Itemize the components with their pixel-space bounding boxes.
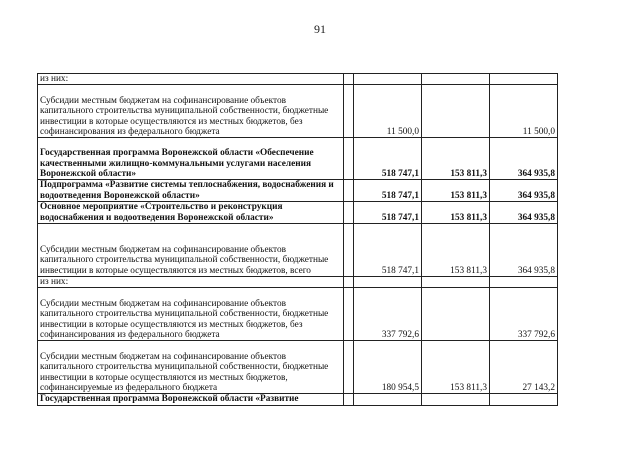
spacer-cell — [344, 74, 354, 85]
federal-amount-cell: 153 811,3 — [422, 341, 490, 394]
total-amount-cell: 518 747,1 — [354, 138, 422, 180]
total-amount-cell — [354, 277, 422, 288]
federal-amount-cell — [422, 288, 490, 341]
regional-amount-cell: 11 500,0 — [490, 85, 558, 138]
federal-amount-cell: 153 811,3 — [422, 138, 490, 180]
spacer-cell — [344, 224, 354, 277]
row-description: Субсидии местным бюджетам на софинансирование объектов капитального строительства муниципальной собственности, бюджетные инвестиции в которые осуществляются из местных бюджетов, без софинансирования из федерального бюджета — [38, 288, 344, 341]
spacer-cell — [344, 341, 354, 394]
federal-amount-cell — [422, 85, 490, 138]
spacer-cell — [344, 202, 354, 224]
table-body — [38, 74, 558, 406]
table-row — [38, 202, 558, 224]
table-row — [38, 85, 558, 138]
table-row — [38, 224, 558, 277]
row-description: Основное мероприятие «Строительство и реконструкция водоснабжения и водоотведения Воронежской области» — [38, 202, 344, 224]
regional-amount-cell — [490, 74, 558, 85]
table-row — [38, 277, 558, 288]
spacer-cell — [344, 85, 354, 138]
row-description: Субсидии местным бюджетам на софинансирование объектов капитального строительства муниципальной собственности, бюджетные инвестиции в которые осуществляются из местных бюджетов, без софинансирования из федерального бюджета — [38, 85, 344, 138]
federal-amount-cell — [422, 74, 490, 85]
total-amount-cell: 180 954,5 — [354, 341, 422, 394]
table-row — [38, 138, 558, 180]
total-amount-cell: 518 747,1 — [354, 180, 422, 202]
total-amount-cell — [354, 74, 422, 85]
federal-amount-cell — [422, 394, 490, 405]
regional-amount-cell: 364 935,8 — [490, 138, 558, 180]
total-amount-cell: 518 747,1 — [354, 202, 422, 224]
regional-amount-cell: 364 935,8 — [490, 180, 558, 202]
total-amount-cell — [354, 394, 422, 405]
table-row — [38, 394, 558, 405]
total-amount-cell: 337 792,6 — [354, 288, 422, 341]
spacer-cell — [344, 180, 354, 202]
row-description: Подпрограмма «Развитие системы теплоснабжения, водоснабжения и водоотведения Воронежской области» — [38, 180, 344, 202]
budget-table — [37, 73, 558, 406]
row-description: из них: — [38, 277, 344, 288]
table-row — [38, 74, 558, 85]
spacer-cell — [344, 288, 354, 341]
table-row — [38, 180, 558, 202]
regional-amount-cell: 364 935,8 — [490, 202, 558, 224]
row-description: из них: — [38, 74, 344, 85]
total-amount-cell: 518 747,1 — [354, 224, 422, 277]
row-description: Государственная программа Воронежской области «Развитие — [38, 394, 344, 405]
row-description: Государственная программа Воронежской области «Обеспечение качественными жилищно-коммунальными услугами населения Воронежской области» — [38, 138, 344, 180]
row-description: Субсидии местным бюджетам на софинансирование объектов капитального строительства муниципальной собственности, бюджетные инвестиции в которые осуществляются из местных бюджетов, всего — [38, 224, 344, 277]
federal-amount-cell: 153 811,3 — [422, 224, 490, 277]
spacer-cell — [344, 277, 354, 288]
spacer-cell — [344, 138, 354, 180]
regional-amount-cell: 364 935,8 — [490, 224, 558, 277]
regional-amount-cell — [490, 394, 558, 405]
regional-amount-cell — [490, 277, 558, 288]
page-number: 91 — [314, 22, 326, 36]
federal-amount-cell — [422, 277, 490, 288]
regional-amount-cell: 27 143,2 — [490, 341, 558, 394]
table-row — [38, 288, 558, 341]
table-row — [38, 341, 558, 394]
total-amount-cell: 11 500,0 — [354, 85, 422, 138]
federal-amount-cell: 153 811,3 — [422, 202, 490, 224]
spacer-cell — [344, 394, 354, 405]
federal-amount-cell: 153 811,3 — [422, 180, 490, 202]
row-description: Субсидии местным бюджетам на софинансирование объектов капитального строительства муниципальной собственности, бюджетные инвестиции в которые осуществляются из местных бюджетов, софинансируемые из федерального бюджета — [38, 341, 344, 394]
regional-amount-cell: 337 792,6 — [490, 288, 558, 341]
